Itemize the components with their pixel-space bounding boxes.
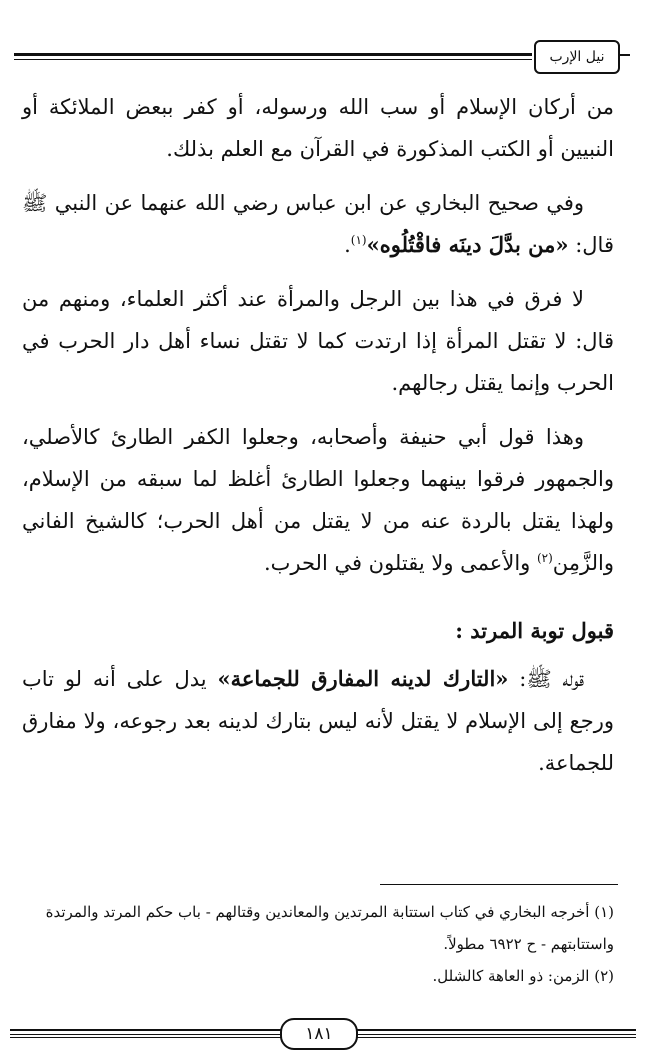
footnote-separator (380, 884, 618, 885)
paragraph-4-main: وهذا قول أبي حنيفة وأصحابه، وجعلوا الكفر الطارئ كالأصلي، والجمهور فرقوا بينهما وجعلوا الطارئ أغلظ لما سبقه من الإسلام، ولهذا يقتل بالردة عنه من لا يقتل من أهل الحرب؛ كالشيخ الفاني والزَّمِن (22, 425, 614, 575)
page-footer (10, 1016, 636, 1052)
footnote-ref-2: (٢) (536, 551, 553, 565)
footnotes (22, 896, 614, 992)
paragraph-2 (22, 182, 614, 266)
header-rule (14, 53, 532, 56)
paragraph-2-intro: وفي صحيح البخاري عن ابن عباس رضي الله عنهما عن النبي ﷺ قال: (22, 191, 614, 257)
paragraph-5-intro: قوله ﷺ: (508, 667, 585, 691)
paragraph-1: من أركان الإسلام أو سب الله ورسوله، أو كفر ببعض الملائكة أو النبيين أو الكتب المذكورة في القرآن مع العلم بذلك. (22, 95, 614, 161)
footnote-1: (١) أخرجه البخاري في كتاب استتابة المرتدين والمعاندين وقتالهم - باب حكم المرتد والمرتدة واستتابتهم - ح ٦٩٢٢ مطولاً. (45, 903, 614, 953)
section-heading: قبول توبة المرتد : (455, 618, 614, 643)
paragraph-5-rest: يدل على أنه لو تاب ورجع إلى الإسلام لا يقتل لأنه ليس بتارك لدينه بعد رجوعه، ولا مفارق للجماعة. (22, 667, 614, 775)
paragraph-2-end: . (344, 233, 351, 257)
main-text (22, 86, 614, 796)
running-header (14, 40, 630, 76)
book-title-tab: نيل الإرب (534, 40, 620, 74)
paragraph-5 (22, 658, 614, 784)
paragraph-4-end: والأعمى ولا يقتلون في الحرب. (263, 551, 537, 575)
hadith-quote-1: «من بدَّلَ دينَه فاقْتُلُوه» (366, 232, 569, 257)
footnote-ref-1: (١) (350, 233, 367, 247)
paragraph-4 (22, 416, 614, 584)
header-tick (620, 54, 630, 56)
header-rule-thin (14, 59, 532, 60)
hadith-quote-2: «التارك لدينه المفارق للجماعة» (217, 666, 509, 691)
paragraph-3: لا فرق في هذا بين الرجل والمرأة عند أكثر العلماء، ومنهم من قال: لا تقتل المرأة إذا ارتدت كما لا تقتل نساء أهل دار الحرب في الحرب وإنما يقتل رجالهم. (22, 287, 614, 395)
footnote-2: (٢) الزمن: ذو العاهة كالشلل. (432, 967, 614, 985)
page-number: ١٨١ (280, 1018, 358, 1050)
